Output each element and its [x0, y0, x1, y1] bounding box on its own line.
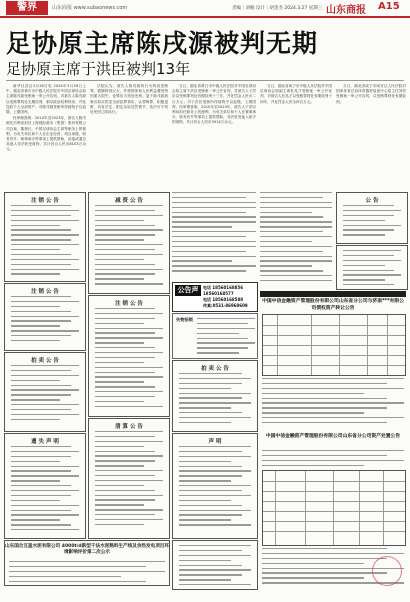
section-label: 警界 [6, 1, 48, 15]
dark-banner [260, 291, 406, 297]
notice-box [172, 540, 258, 590]
notice-box [172, 360, 258, 432]
notice-box [172, 433, 258, 539]
ad-phone: 电话 18560168856 [203, 285, 244, 290]
disposal-notice-title: 中国中信金融资产管理股份有限公司山东省分公司资产处置公告 [265, 434, 401, 439]
transfer-table [262, 314, 406, 376]
lost-found-title: 失物招领 [176, 317, 193, 322]
article-column-3-cont [172, 192, 256, 278]
disposal-notice-intro [262, 450, 404, 468]
article-paragraph: 当日，湖北省咸宁市中级人民法院对中国足球协会原副主席杜兆才受贿案一审公开宣判，对被告人杜兆才以受贿罪判处有期徒刑十四年，并处罚金人民币四百万元。 [260, 84, 332, 104]
article-column-2 [90, 84, 168, 188]
notice-title: 注 销 公 告 [115, 301, 143, 307]
classified-ad-banner [172, 282, 258, 312]
article-column-4 [260, 84, 332, 188]
article-paragraph: 当日，湖北省咸宁市咸安区人民法院对国家体育总局体育器材装备中心原主任刘奕受贿案一审公开宣判，以受贿罪判处有期徒刑。 [336, 84, 406, 104]
page-number: A15 [378, 1, 400, 12]
lost-found-notice [172, 313, 258, 359]
article-paragraph: 经审理查明：2010年至2023年，被告人陈戌源先后利用担任上海国际港务（集团）股份有限公司总裁、董事长，中国足球协会主席等职务上的便利，为有关单位和个人在企业经营、项目承揽、职务晋升、赛事承办等事项上提供帮助，直接或通过其他人非法收受财物，共计折合人民币8103万余元。 [6, 116, 86, 152]
ad-fax: 传真:0531-86960609 [203, 303, 248, 308]
environmental-notice-title: 山东国合互盈水泥有限公司 4000t/d新型干法水泥熟料生产线及余热发电项目环境影响评价第二次公示 [5, 544, 169, 555]
notice-title: 注 销 公 告 [31, 289, 59, 295]
transfer-notice-title: 中国中信金融资产管理股份有限公司山东省分公司与济南***有限公司债权资产转让公告 [262, 299, 404, 311]
subheadline: 足协原主席于洪臣被判13年 [6, 60, 191, 78]
paper-name: 山东商报 [326, 5, 366, 16]
article-column-5 [336, 84, 406, 188]
article-column-1 [6, 84, 86, 188]
disposal-table [262, 470, 406, 546]
notice-title: 减 资 公 告 [115, 198, 143, 204]
notice-box [4, 433, 86, 539]
notice-title: 拍 卖 公 告 [31, 358, 59, 364]
transfer-notice-body [262, 378, 404, 430]
article-column-3 [172, 84, 256, 188]
notice-box [336, 192, 408, 244]
notice-box [336, 245, 408, 290]
notice-title: 清 算 公 告 [115, 424, 143, 430]
page-header [0, 0, 410, 18]
notice-box [88, 418, 170, 539]
notice-box [4, 192, 86, 282]
ad-label: 公告声明 [175, 285, 201, 296]
issue-meta: 责编｜刘楠 设计｜胡金杰 2024.3.27 星期三 [232, 6, 323, 11]
official-seal [372, 556, 402, 586]
article-column-4-cont [260, 192, 332, 288]
notice-box [4, 283, 86, 351]
notice-title: 公 告 [365, 198, 379, 204]
notice-box [4, 352, 86, 432]
notice-title: 注 销 公 告 [31, 198, 59, 204]
headline: 足协原主席陈戌源被判无期 [6, 29, 319, 58]
article-paragraph: 当日，湖北省黄石市中级人民法院对中国足球协会原主席于洪臣受贿案一审公开宣判，对被告人于洪臣以受贿罪判处有期徒刑十三年，并处罚金人民币二百万元；对于洪臣受贿所得财物予以追缴，上缴国库。经审理查明，2010年至2023年，被告人于洪臣利用担任职务上的便利，为有关单位和个人在赛事承办、职务晋升等事项上提供帮助，非法收受他人给予的财物，共计折合人民币3014万余元。 [172, 84, 256, 125]
notice-title: 拍 卖 公 告 [201, 366, 229, 372]
site-url: 山东商报 www.subaonews.com [52, 5, 128, 11]
notice-title: 遗 失 声 明 [31, 439, 59, 445]
notice-box [88, 295, 170, 417]
ad-phone: 18560168577 [203, 291, 234, 296]
ad-phone: 电话 18560168588 [203, 297, 244, 302]
notice-title: 声 明 [208, 439, 222, 445]
headline-rule [6, 80, 404, 81]
article-lead: 新华社武汉3月26日电 2024年3月26日上午，湖北省黄石市中级人民法院对中国足球协会原主席陈戌源受贿案一审公开宣判，对被告人陈戌源以受贿罪判处无期徒刑，剥夺政治权利终身，并处没收个人全部财产；对陈戌源受贿所得财物予以追缴，上缴国库。 [6, 84, 86, 115]
environmental-notice [4, 540, 170, 586]
article-paragraph: 法院认为，被告人陈戌源的行为构成受贿罪，数额特别巨大，并使国家和人民利益遭受特别重大损失，论罪应当判处死刑。鉴于陈戌源到案后如实供述全部犯罪事实，认罪悔罪，积极退赃，具有法定、酌定从轻处罚情节，依法可不判处死刑立即执行。 [90, 84, 168, 115]
notice-box [88, 192, 170, 294]
